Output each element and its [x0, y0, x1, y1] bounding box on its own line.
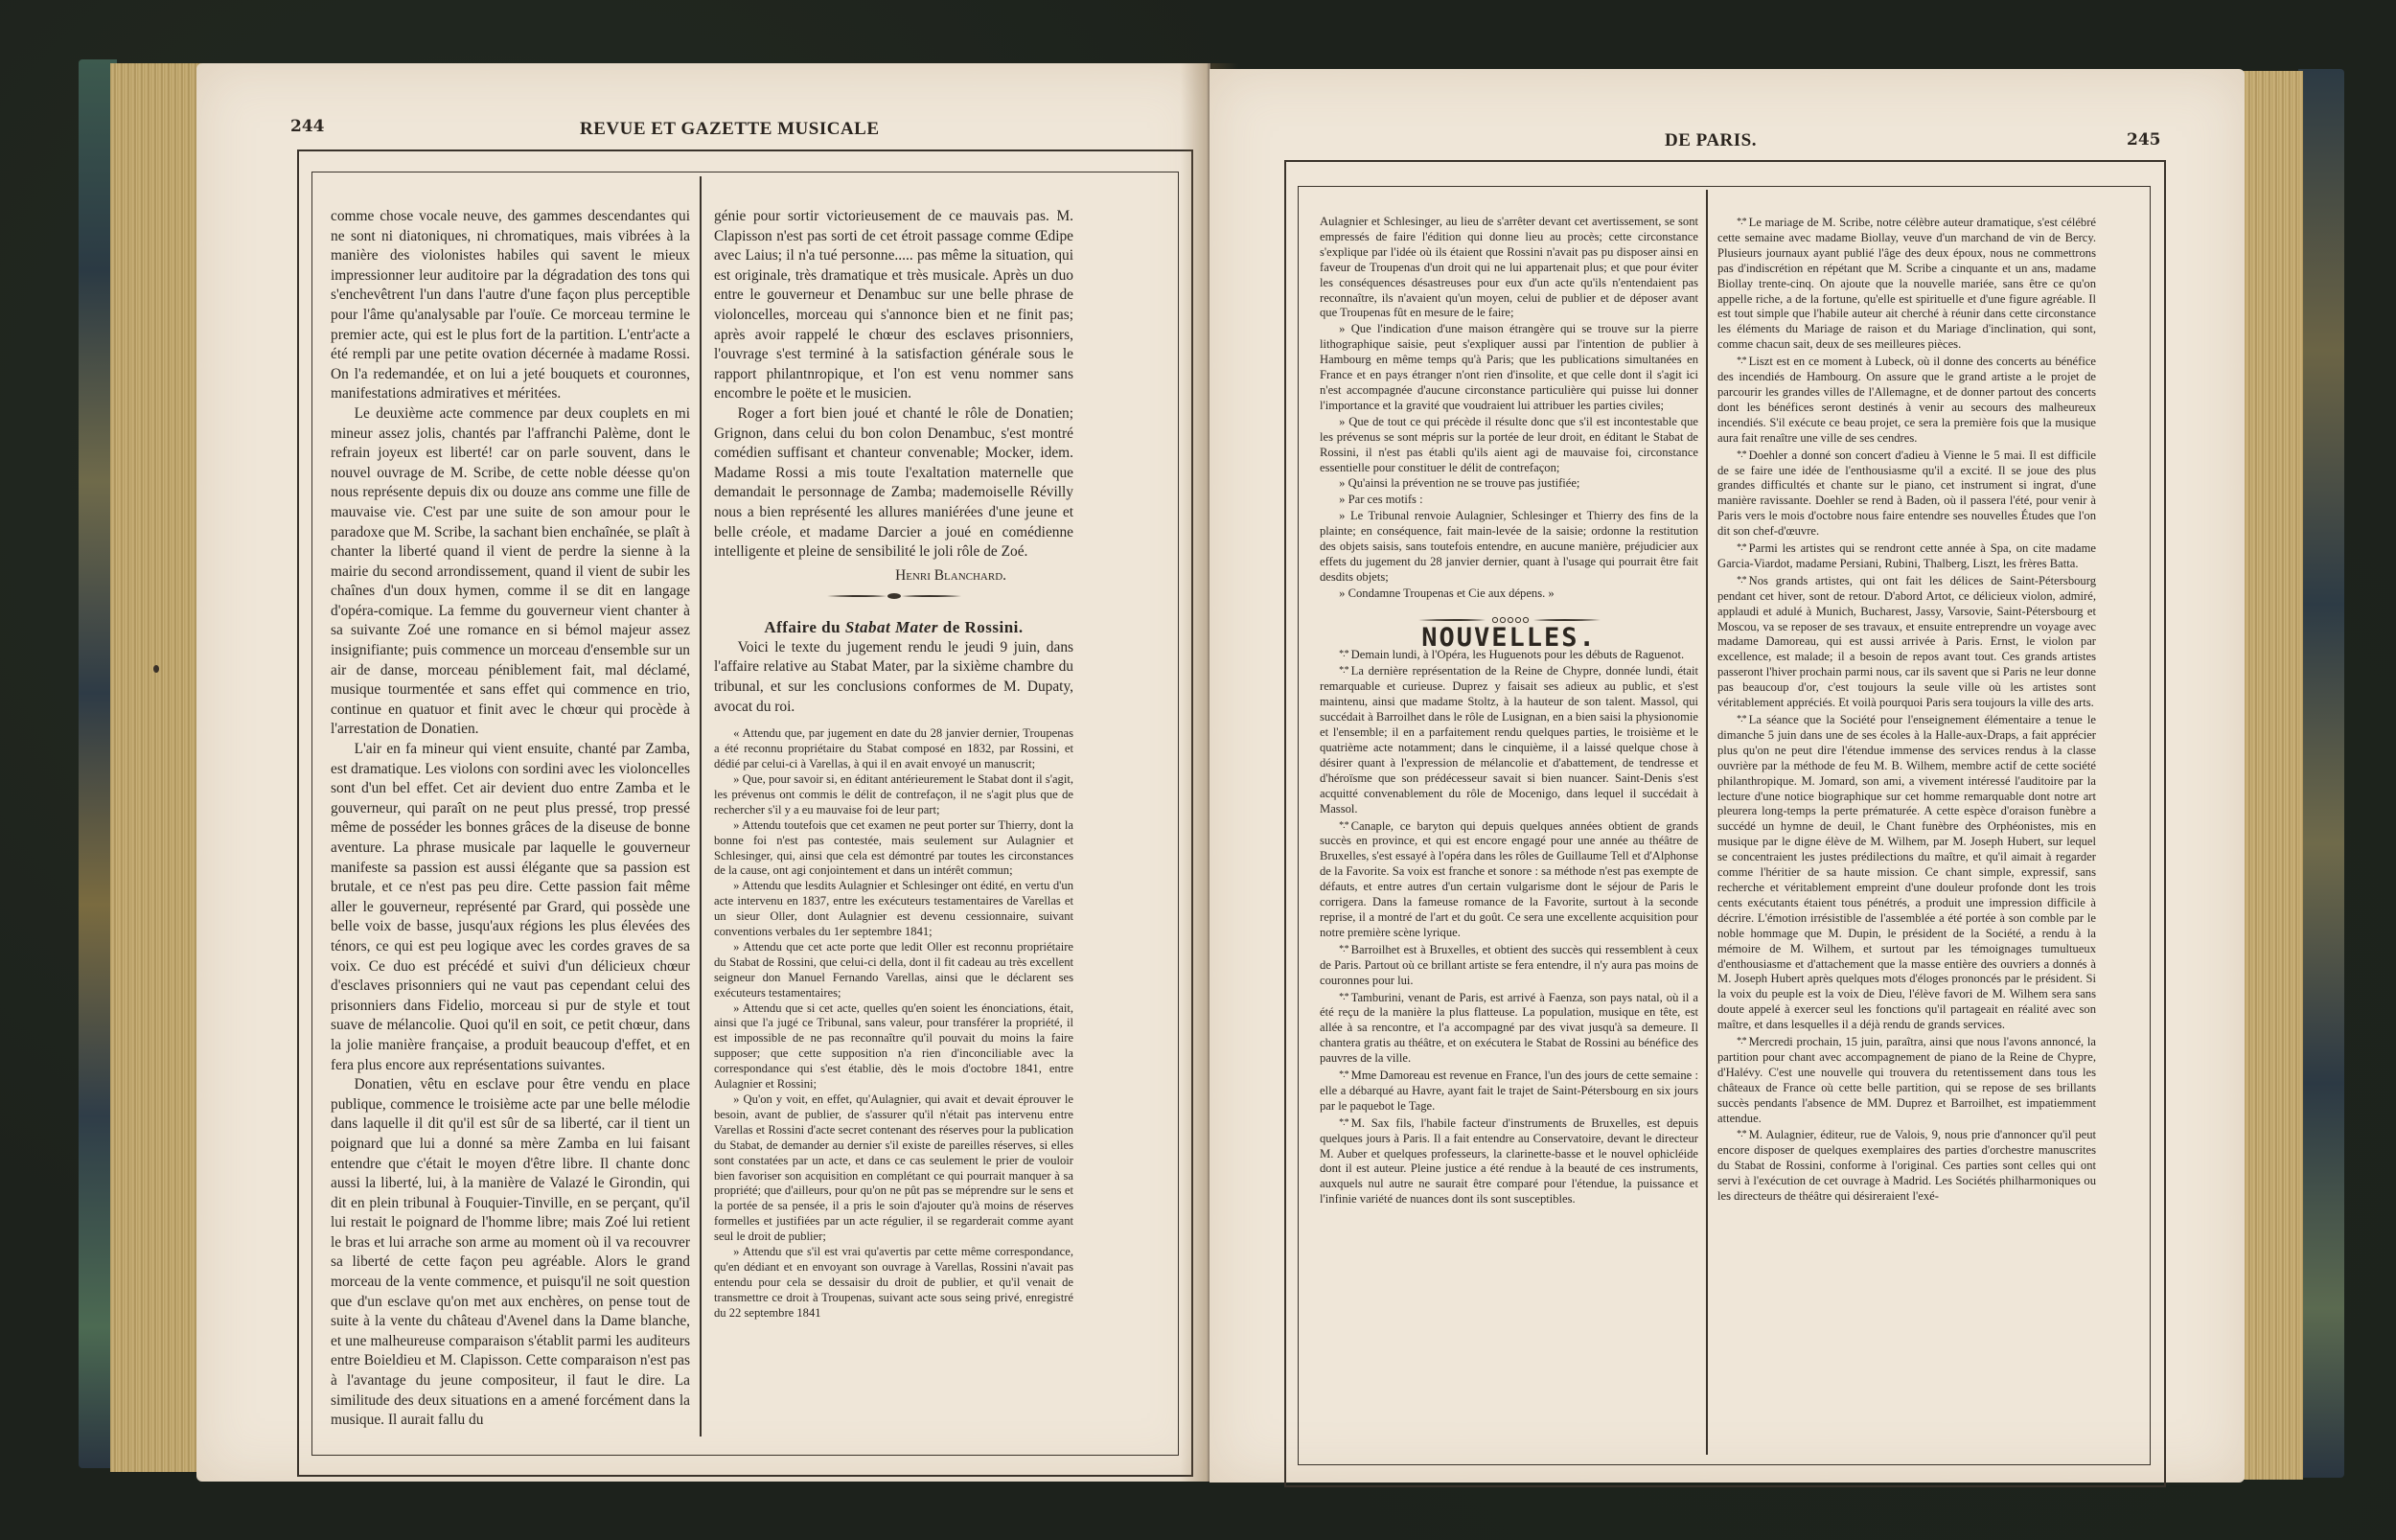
asterism-icon: *.*	[1737, 542, 1746, 554]
title-prefix: Affaire du	[764, 618, 841, 637]
book-cover-right	[2298, 69, 2344, 1478]
left-page-column-1	[331, 207, 690, 1431]
paragraph: L'air en fa mineur qui vient ensuite, chanté par Zamba, est dramatique. Les violons con sordini avec les violoncelles sont d'un bel effet. Cet air devient duo entre Zamba et le gouverneur, qui paraît on ne peut plus pressé, trop pressé même de posséder les bonnes grâces de la diseuse de bonne aventure. La phrase musicale par laquelle le gouverneur manifeste sa passion est aussi élégante que sa passion est brutale, et ce n'est pas peu dire. Cette passion fait même aller le gouverneur, représenté par Grard, qui possède une belle voix de basse, jusqu'aux régions les plus élevées des ténors, ce qui est peu logique avec les cordes graves de sa voix. Ce duo est précédé et suivi d'un délicieux chœur d'esclaves prisonniers qui ne vaut pas cependant celui des prisonniers dans Fidelio, morceau si pur de style et tout suave de mélancolie. Quoi qu'il en soit, ce petit chœur, dans la jolie manière française, a produit beaucoup d'effet, et en fera plus encore aux représentations suivantes.	[331, 741, 690, 1073]
judgment-paragraph: » Attendu que s'il est vrai qu'avertis par cette même correspondance, qu'en dédiant et en envoyant son ouvrage à Varellas, Rossini n'avait pas entendu pour cela se dessaisir du droit de publier, et qu'il venait de transmettre ce droit à Troupenas, suivant acte sous seing privé, enregistré du 22 septembre 1841	[714, 1245, 1073, 1320]
ornament-divider	[714, 591, 1073, 601]
judgment-text	[714, 726, 1073, 1321]
running-head-left: REVUE ET GAZETTE MUSICALE	[580, 119, 880, 139]
judgment-paragraph: » Attendu que si cet acte, quelles qu'en soient les énonciations, était, ainsi que l'a jugé ce Tribunal, sans valeur, pour transférer la propriété, il est impossible de ne pas reconnaître qu'il pouvait du moins la faire supposer; que cette supposition n'a rien d'inconciliable avec la correspondance qui s'est établie, dès le mois d'octobre 1841, entre Aulagnier et Rossini;	[714, 1000, 1073, 1092]
right-page-column-2	[1717, 215, 2096, 1206]
page-edges-right	[2238, 71, 2303, 1480]
section-title-stabat	[714, 618, 1073, 638]
news-item: *.* Demain lundi, à l'Opéra, les Huguenots pour les débuts de Raguenot.	[1339, 647, 1685, 661]
asterism-icon: *.*	[1737, 1129, 1746, 1140]
asterism-icon: *.*	[1737, 1036, 1746, 1047]
judgment-paragraph: » Attendu que lesdits Aulagnier et Schlesinger ont édité, en vertu d'un acte intervenu en 1837, entre les exécuteurs testamentaires de Varellas et un sieur Oller, dont Aulagnier est devenu cessionnaire, suivant conventions verbales du 1er septembre 1841;	[714, 879, 1073, 939]
judgment-paragraph: « Attendu que, par jugement en date du 28 janvier dernier, Troupenas a été reconnu propriétaire du Stabat composé en 1832, par Rossini, et dédié par celui-ci à Varellas, à qui il en avait envoyé un manuscrit;	[714, 726, 1073, 771]
asterism-icon: *.*	[1339, 1116, 1348, 1128]
news-item: *.* Mercredi prochain, 15 juin, paraîtra, ainsi que nous l'avons annoncé, la partition pour chant avec accompagnement de piano de la Reine de Chypre, d'Halévy. C'est une nouvelle qui trouvera du retentissement dans tous les châteaux de France où cette belle partition, qui se repose de ses brillants succès pendants l'absence de MM. Duprez et Barroilhet, est impatiemment attendue.	[1717, 1035, 2096, 1125]
asterism-icon: *.*	[1339, 943, 1348, 954]
asterism-icon: *.*	[1339, 819, 1348, 831]
news-item: *.* La séance que la Société pour l'enseignement élémentaire a tenue le dimanche 5 juin dans une de ses écoles à la Halle-aux-Draps, a fait apprécier plus qu'on ne peut dire l'étendue immense des services rendus à la classe ouvrière par la méthode de feu M. B. Wilhem, membre actif de cette société philanthropique. M. Jomard, son ami, a vivement intéressé l'auditoire par la lecture d'une notice biographique sur cet homme remarquable dont notre art pleurera long-temps la perte prématurée. A cette espèce d'oraison funèbre a succédé un hymne de deuil, le Chant funèbre des Orphéonistes, mis en musique par le digne élève de M. Wilhem, par M. Joseph Hubert, sur lequel se concentraient les justes prédilections du maître, et qu'il aimait à regarder comme l'héritier de sa haute mission. Ce chant simple, expressif, sans recherche et véritablement empreint d'une douleur profonde dont les trois cents exécutants étaient tous pénétrés, a produit une impression difficile à décrire. L'émotion irrésistible de l'assemblée a été portée à son comble par le noble hommage que M. Dupin, le président de la Société, a rendu à la mémoire de M. Wilhem, et surtout par les témoignages tumultueux d'enthousiasme et d'attachement que la masse entière des ouvriers a donnés à M. Joseph Hubert après quelques mots d'éloges prononcés par le président. Si la voix du peuple est la voix de Dieu, l'élève favori de M. Wilhem sera sans doute appelé à exercer seul les fonctions qu'il partageait en réalité avec son maître, et dans lesquelles il a déjà rendu de grands services.	[1717, 713, 2096, 1032]
news-item: *.* Nos grands artistes, qui ont fait les délices de Saint-Pétersbourg pendant cet hiver, sont de retour. D'abord Artot, ce délicieux violon, admiré, applaudi et adulé à Munich, Bucharest, Jassy, Varsovie, Saint-Pétersbourg et Moscou, va se reposer de ses travaux, et ensuite entreprendre un voyage avec madame Damoreau, qui est aussi arrivée à Paris. Ernst, le violon par excellence, est malade; il a besoin de repos avant tout. Ces grands artistes passeront l'hiver prochain parmi nous, car ils savent que si Paris ne leur donne pas beaucoup d'or, c'est toujours la seule ville où les artistes sont véritablement appréciés. Et voilà pourquoi Paris sera toujours la ville des arts.	[1717, 573, 2096, 710]
title-suffix: de Rossini.	[942, 618, 1024, 637]
left-page-column-2	[714, 207, 1073, 1322]
paragraph: comme chose vocale neuve, des gammes descendantes qui ne sont ni diatoniques, ni chromatiques, mais vibrées à la manière des violonistes habiles qui savent le mieux impressionner leur auditoire par la dégradation des tons qui s'enchevêtrent l'un dans l'autre d'une façon plus perceptible pour l'âme qu'analysable par l'ouïe. Ce morceau termine le premier acte, qui est le plus fort de la partition. L'entr'acte a été rempli par une petite ovation décernée à madame Rossi. On l'a redemandée, et on lui a jeté bouquets et couronnes, manifestations admiratives et méritées.	[331, 208, 690, 402]
judgment-paragraph: » Condamne Troupenas et Cie aux dépens. »	[1339, 586, 1555, 600]
news-item: *.* Doehler a donné son concert d'adieu à Vienne le 5 mai. Il est difficile de se faire une idée de l'enthousiasme qu'il a excité. Il se joue des plus grandes difficultés et chante sur le piano, cet instrument si ingrat, d'une manière ravissante. Doehler se rend à Baden, où il passera l'été, pour venir à Paris vers le mois d'octobre nous faire entendre ses nouvelles Études que l'on dit son chef-d'œuvre.	[1717, 448, 2096, 539]
column-rule	[700, 176, 702, 1437]
judgment-paragraph: » Attendu toutefois que cet examen ne peut porter sur Thierry, dont la bonne foi n'est pas contestée, mais seulement sur Aulagnier et Schlesinger, qui, ainsi que cela est démontré par toutes les circonstances de la cause, ont agi conjointement et dans un intérêt commun;	[714, 817, 1073, 878]
judgment-paragraph: » Que l'indication d'une maison étrangère qui se trouve sur la pierre lithographique saisie, peut s'expliquer aussi par l'intention de publier à Hambourg en même temps qu'à Paris; que les publications simultanées en France et en pays étranger n'ont rien d'insolite, et que celle dont il s'agit ici n'est accompagnée d'aucune circonstance particulière qui puisse lui donner l'importance et la gravité que voudraient lui attribuer les parties civiles;	[1320, 322, 1698, 412]
judgment-paragraph: Aulagnier et Schlesinger, au lieu de s'arrêter devant cet avertissement, se sont empressés de faire l'édition qui donne lieu au procès; cette circonstance s'explique par l'idée où ils étaient que Rossini n'avait pas pu disposer ainsi en faveur de Troupenas d'un droit qui ne lui appartenait plus; et que pour éviter les conséquences désastreuses pour eux d'un acte qu'ils n'entendaient pas reconnaître, ils n'avaient qu'un moyen, celui de publier et de déposer avant que Troupenas fût en mesure de le faire;	[1320, 215, 1698, 320]
news-item: *.* Tamburini, venant de Paris, est arrivé à Faenza, son pays natal, où il a été reçu de la manière la plus flatteuse. La population, musique en tête, est allée à sa rencontre, et l'a accompagné par des vivat jusqu'à sa demeure. Il chantera gratis au théâtre, et on exécutera le Stabat de Rossini au bénéfice des pauvres de la ville.	[1320, 990, 1698, 1066]
judgment-paragraph: » Qu'on y voit, en effet, qu'Aulagnier, qui avait et devait éprouver le besoin, avant de publier, de s'assurer qu'il n'était pas intervenu entre Varellas et Rossini d'acte secret contenant des réserves pour la publication du Stabat, de demander au dernier s'il existe de pareilles réserves, si elles sont constatées par un acte, et dans ce cas seulement le prier de vouloir bien favoriser son acquisition en complétant ce qui pourrait manquer à sa propriété; que d'ailleurs, pour qu'on ne pût pas se méprendre sur le sens et la portée de sa pensée, il a pris le soin d'ajouter qu'à moins de réserves formelles et justifiées par un acte régulier, il se regarderait comme ayant seul le droit de publier;	[714, 1092, 1073, 1244]
news-item: *.* M. Sax fils, l'habile facteur d'instruments de Bruxelles, est depuis quelques jours à Paris. Il a fait entendre au Conservatoire, devant le directeur M. Auber et quelques professeurs, la clarinette-basse et le nouvel ophicléide dont il est auteur. Pleine justice a été rendue à la beauté de ces instruments, auxquels nul autre ne saurait être comparé pour l'étendue, la puissance et l'infinie variété de nuances dont ils sont susceptibles.	[1320, 1115, 1698, 1207]
intro-paragraph: Voici le texte du jugement rendu le jeudi 9 juin, dans l'affaire relative au Stabat Mater, par la sixième chambre du tribunal, et sur les conclusions conformes de M. Dupaty, avocat du roi.	[714, 638, 1073, 715]
asterism-icon: *.*	[1737, 574, 1746, 586]
page-number-left: 244	[290, 117, 325, 136]
paragraph: Le deuxième acte commence par deux couplets en mi mineur assez jolis, chantés par l'affranchi Palème, dont le refrain joyeux est liberté! car on parle souvent, dans le nouvel ouvrage de M. Scribe, de cette noble déesse qu'on nous représente depuis dix ou douze ans comme une fille de mauvaise vie. C'est par une suite de son amour pour le paradoxe que M. Scribe, la sachant bien enchaînée, se plaît à chanter la liberté quand il vient de perdre la sienne à la mairie du second arrondissement, quand il vient de subir les chaînes d'un doux hymen, comme il se dit en langage d'opéra-comique. La femme du gouverneur vient chanter à sa suivante Zoé une romance en si bémol majeur assez insignifiante; puis commence un morceau d'ensemble sur un air de danse, morceau péniblement fait, mal déclamé, musique tourmentée et sans effet qui commence en trio, continue en quatuor et finit avec le chœur qui procède à l'arrestation de Donatien.	[331, 404, 690, 738]
asterism-icon: *.*	[1339, 1069, 1348, 1081]
news-item: *.* Mme Damoreau est revenue en France, l'un des jours de cette semaine : elle a débarqué au Havre, ayant fait le trajet de Saint-Pétersbourg en six jours par le paquebot le Tage.	[1320, 1069, 1698, 1113]
section-title-nouvelles: NOUVELLES.	[1421, 622, 1597, 653]
author-signature: Henri Blanchard.	[895, 566, 1006, 584]
asterism-icon: *.*	[1737, 356, 1746, 367]
running-head-right: DE PARIS.	[1665, 130, 1757, 150]
news-item: *.* M. Aulagnier, éditeur, rue de Valois, 9, nous prie d'annoncer qu'il peut encore disposer de quelques exemplaires des parties d'orchestre manuscrites du Stabat de Rossini, conforme à l'original. Ces parties sont celles qui ont servi à l'exécution de cet ouvrage à Madrid. Les Sociétés philharmoniques ou les directeurs de théâtre qui désireraient l'exé-	[1717, 1128, 2096, 1204]
news-item: *.* Barroilhet est à Bruxelles, et obtient des succès qui ressemblent à ceux de Paris. Partout où ce brillant artiste se fera entendre, il n'y aura pas moins de couronnes pour lui.	[1320, 942, 1698, 987]
paragraph: Donatien, vêtu en esclave pour être vendu en place publique, commence le troisième acte par une belle mélodie dans laquelle il dit qu'il est sûr de sa liberté, car il tient un poignard que lui a donné sa mère Zamba en lui faisant entendre que c'était le moyen d'être libre. Il chante donc aussi la liberté, lui, à la manière de Valazé le Girondin, qui dit en plein tribunal à Fouquier-Tinville, en se perçant, qu'il lui restait le poignard de l'homme libre; mais Zoé lui retient le bras et lui arrache son arme au moment où il va recouvrer sa liberté de cette façon peu agréable. Alors le grand morceau de la vente commence, et puisqu'il ne soit question que d'un esclave qu'on met aux enchères, on pense tout de suite à la vente du château d'Avenel dans la Dame blanche, et une malheureuse comparaison s'établit parmi les auditeurs entre Boieldieu et M. Clapisson. Cette comparaison n'est pas à l'avantage du jeune compositeur, il faut le dire. La similitude des deux situations en a amené forcément dans la musique. Il aurait fallu du	[331, 1076, 690, 1429]
news-item: *.* Le mariage de M. Scribe, notre célèbre auteur dramatique, s'est célébré cette semaine avec madame Biollay, veuve d'un marchand de vin de Bercy. Plusieurs journaux ayant publié l'âge des deux époux, nous ne commettrons pas d'indiscrétion en répétant que M. Scribe a cinquante et un ans, madame Biollay trente-cinq. On ajoute que la nouvelle mariée, sans être ce qu'on appelle riche, a de la fortune, qu'elle est spirituelle et d'une figure agréable. Il est tout simple que l'habile auteur ait cherché à réunir dans cette circonstance les éléments du Mariage de raison et du Mariage d'inclination, qui sont, comme chacun sait, deux de ses meilleures pièces.	[1717, 216, 2096, 352]
asterism-icon: *.*	[1339, 991, 1348, 1002]
title-italic: Stabat Mater	[844, 618, 938, 637]
asterism-icon: *.*	[1737, 448, 1746, 460]
page-number-right: 245	[2127, 130, 2161, 149]
left-page	[196, 63, 1210, 1482]
column-rule	[1706, 190, 1708, 1455]
judgment-paragraph: » Qu'ainsi la prévention ne se trouve pas justifiée;	[1339, 476, 1580, 491]
asterism-icon: *.*	[1737, 217, 1746, 227]
asterism-icon: *.*	[1737, 714, 1746, 724]
news-item: *.* La dernière représentation de la Reine de Chypre, donnée lundi, était remarquable et curieuse. Duprez y faisait ses adieux au public, et s'est maintenu, ainsi que madame Stoltz, à la hauteur de son talent. Massol, qui succédait à Barroilhet dans le rôle de Lusignan, en a bien saisi la physionomie et l'ensemble; il en a parfaitement rendu quelques parties, le troisième et le quatrième acte notamment; dans le cinquième, il a laissé quelque chose à désirer quant à l'expression de mélancolie et d'abattement, de tendresse et d'héroïsme que son prédécesseur savait si bien nuancer. Saint-Denis s'est acquitté convenablement du rôle de Mocenigo, dans lequel il succédait à Massol.	[1320, 664, 1698, 816]
news-item: *.* Canaple, ce baryton qui depuis quelques années obtient de grands succès en province, et qui est encore engagé pour une année au théâtre de Bruxelles, s'est essayé à l'opéra dans les rôles de Guillaume Tell et d'Alphonse de la Favorite. Sa voix est franche et sonore : sa méthode n'est pas exempte de défauts, et entre autres d'un certain vulgarisme dont le séjour de Paris le corrigera. Dans la fameuse romance de la Favorite, surtout à la seconde reprise, il a montré de l'art et du goût. Ce sera une excellente acquisition pour notre première scène lyrique.	[1320, 818, 1698, 939]
right-page-column-1	[1320, 215, 1698, 1208]
page-edges-left	[110, 63, 201, 1472]
judgment-paragraph: » Par ces motifs :	[1339, 493, 1423, 507]
right-page	[1210, 69, 2245, 1483]
asterism-icon: *.*	[1339, 665, 1348, 677]
ink-spot	[153, 665, 159, 673]
asterism-icon: *.*	[1339, 648, 1348, 659]
judgment-paragraph: » Que, pour savoir si, en éditant antérieurement le Stabat dont il s'agit, les prévenus ont commis le délit de contrefaçon, il ne s'agit plus que de rechercher s'il y a eu mauvaise foi de leur part;	[714, 771, 1073, 816]
news-item: *.* Liszt est en ce moment à Lubeck, où il donne des concerts au bénéfice des incendiés de Hambourg. On assure que le grand artiste a le projet de parcourir les grandes villes de l'Allemagne, et de donner partout des concerts dont les bénéfices seront destinés à venir au secours des malheureux incendiés. S'il exécute ce beau projet, ce sera la première fois que la musique aura fait renaître une ville de ses cendres.	[1717, 355, 2096, 445]
paragraph: génie pour sortir victorieusement de ce mauvais pas. M. Clapisson n'est pas sorti de cet étroit passage comme Œdipe avec Laius; il n'a tué personne..... pas même la situation, qui est originale, très dramatique et très musicale. Après un duo entre le gouverneur et Denambuc sur une belle phrase de violoncelles, morceau qui s'annonce bien et ne finit pas; après avoir rappelé le chœur des esclaves prisonniers, l'ouvrage s'est terminé à la satisfaction générale sous le rapport philantnropique, et l'on est venu nommer sans encombre le poëte et le musicien.	[714, 208, 1073, 402]
judgment-paragraph: » Le Tribunal renvoie Aulagnier, Schlesinger et Thierry des fins de la plainte; en conséquence, fait main-levée de la saisie; ordonne la restitution des objets saisis, sans toutefois entendre, en aucune manière, préjudicier aux effets du jugement du 28 janvier dernier, quant à l'usage qui pourrait être fait desdits objets;	[1320, 509, 1698, 584]
judgment-paragraph: » Attendu que cet acte porte que ledit Oller est reconnu propriétaire du Stabat de Rossini, que celui-ci della, dont il fit cadeau au très excellent seigneur don Manuel Fernando Varellas, ainsi que le déclarent ses exécuteurs testamentaires;	[714, 939, 1073, 1000]
paragraph: Roger a fort bien joué et chanté le rôle de Donatien; Grignon, dans celui du bon colon Denambuc, s'est montré comédien suffisant et chanteur convenable; Mocker, idem. Madame Rossi a mis toute l'exaltation maternelle que demandait le personnage de Zamba; mademoiselle Révilly nous a bien représenté les allures maniérées d'une jeune et belle créole, et madame Darcier a joué en comédienne intelligente et pleine de sensibilité le joli rôle de Zoé.	[714, 404, 1073, 561]
news-item: *.* Parmi les artistes qui se rendront cette année à Spa, on cite madame Garcia-Viardot, madame Persiani, Rubini, Thalberg, Liszt, les frères Batta.	[1717, 541, 2096, 570]
judgment-paragraph: » Que de tout ce qui précède il résulte donc que s'il est incontestable que les prévenus se sont mépris sur la portée de leur droit, en éditant le Stabat de Rossini, il n'est pas établi qu'ils aient agi de mauvaise foi, circonstance essentielle pour constituer le délit de contrefaçon;	[1320, 414, 1698, 474]
